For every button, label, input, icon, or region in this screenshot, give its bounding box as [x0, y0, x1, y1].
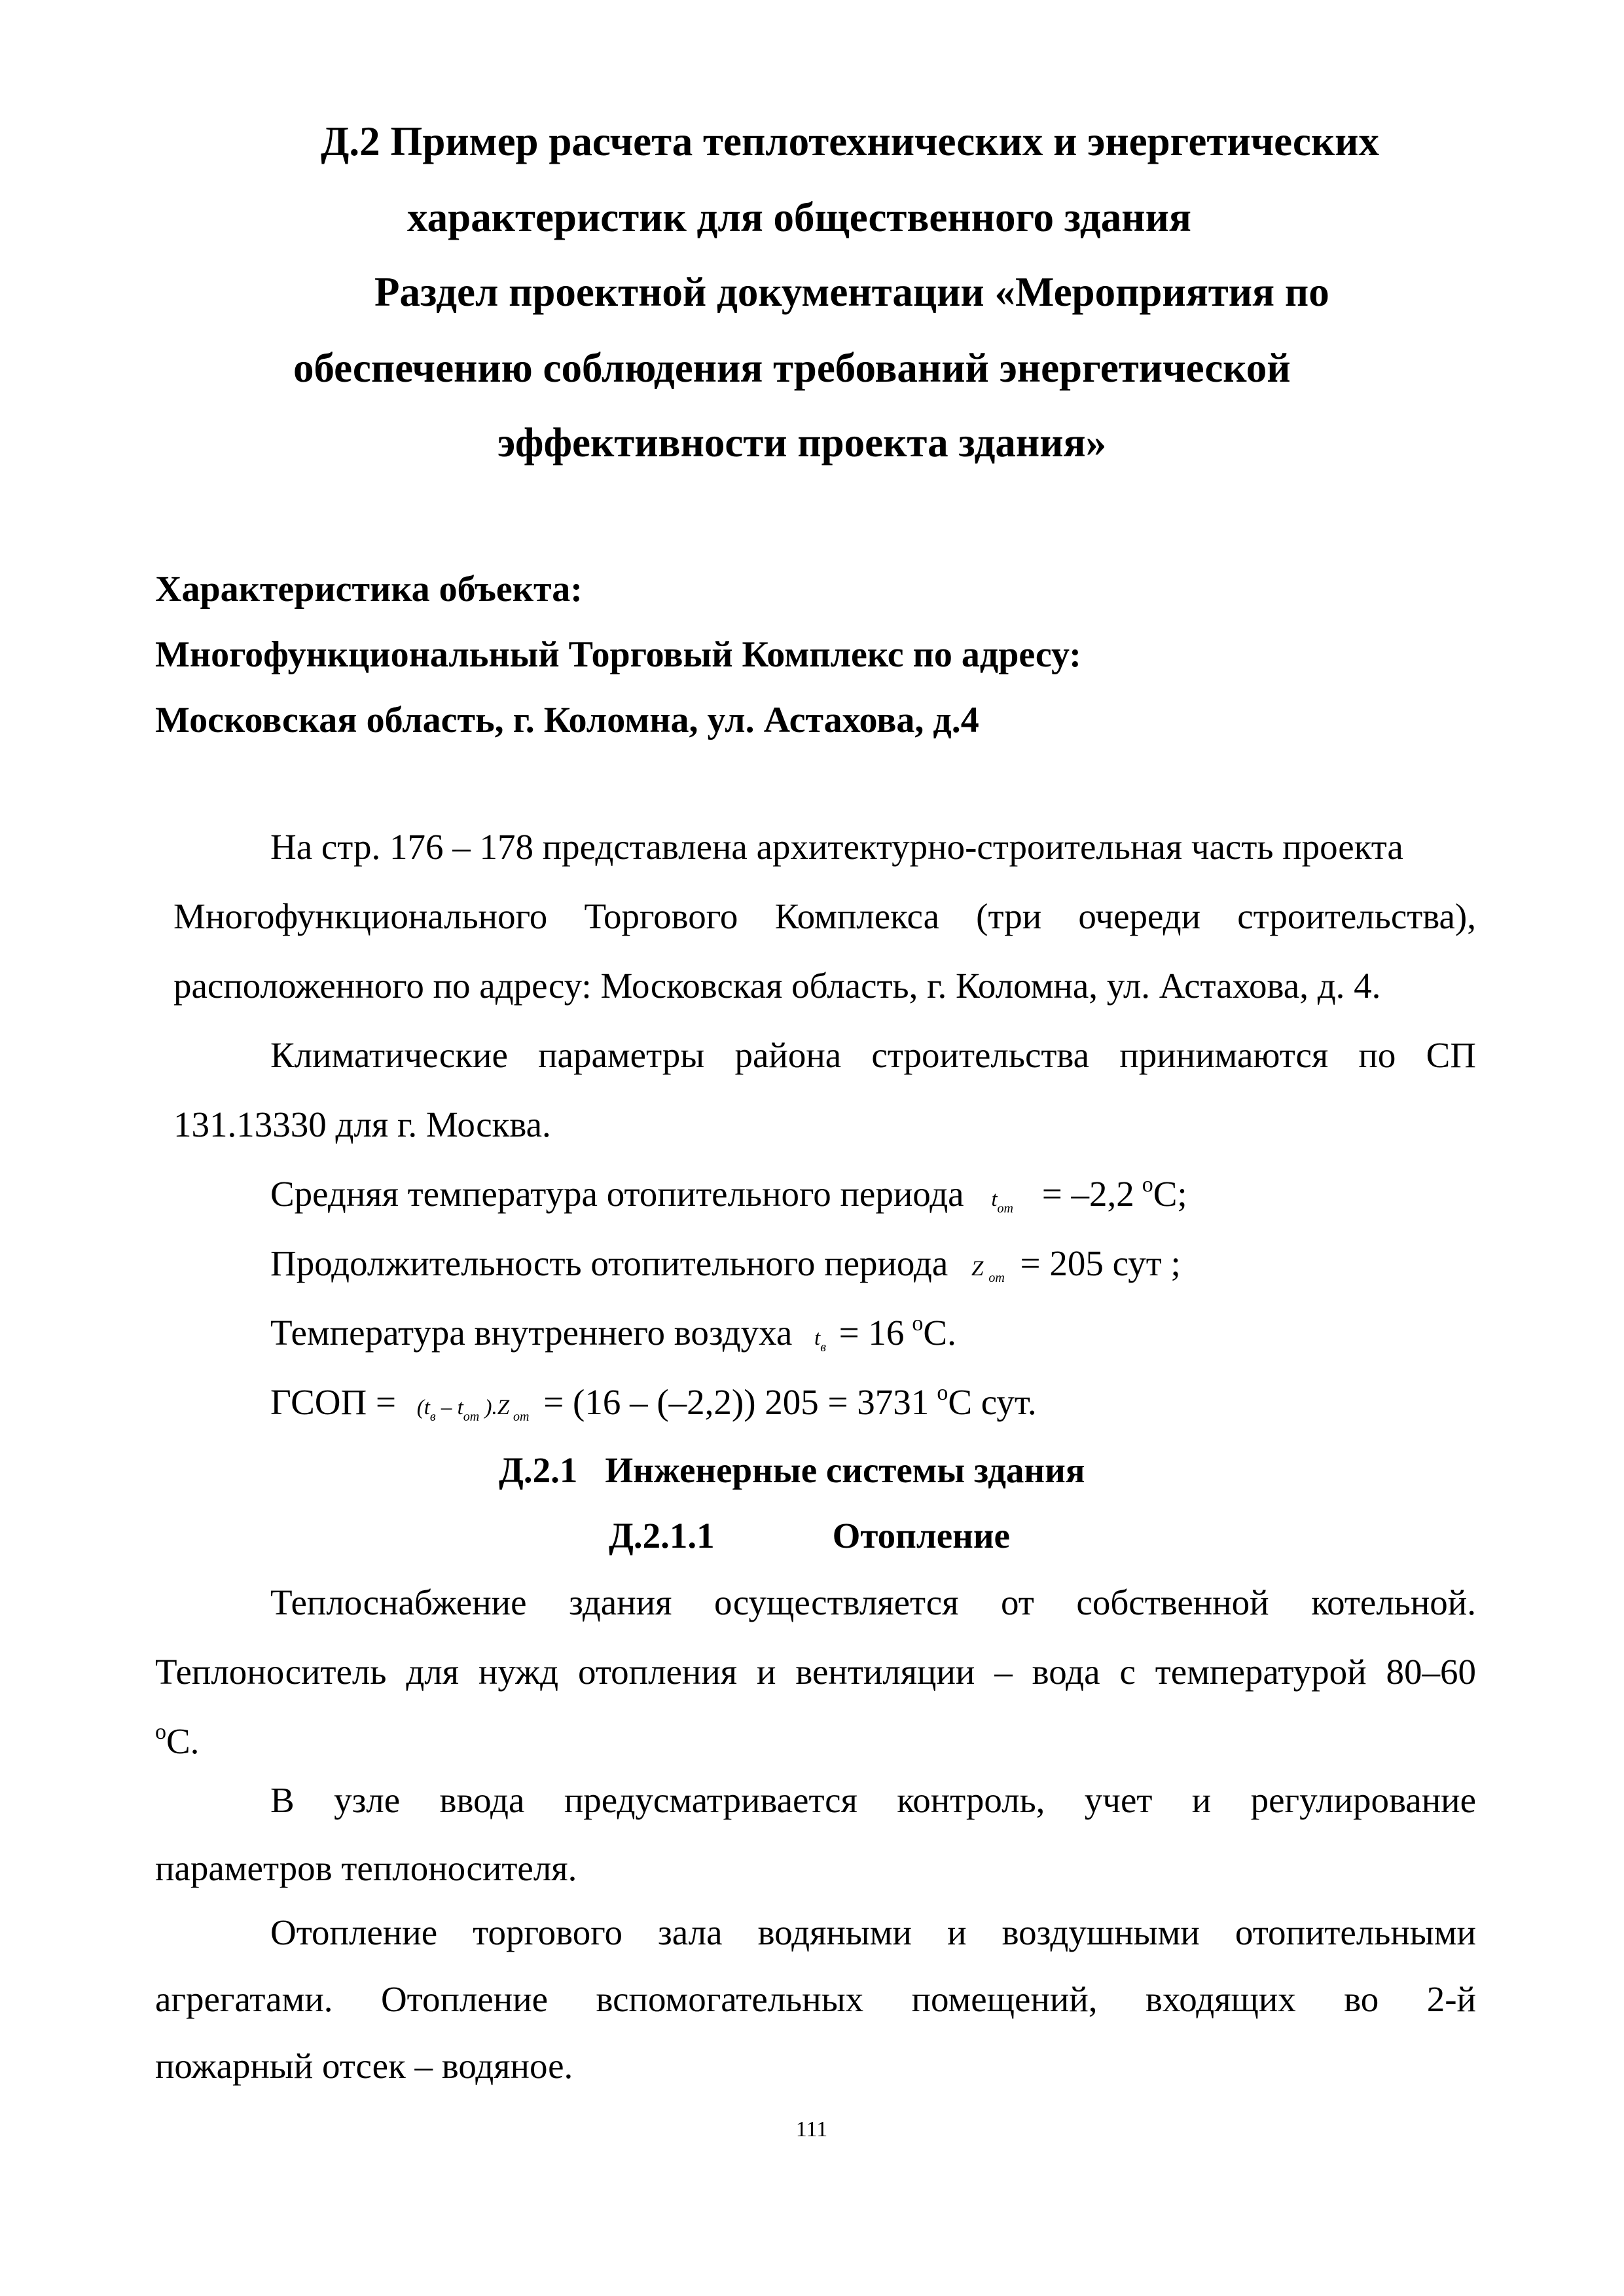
gsop-unit: С сут. — [948, 1382, 1037, 1422]
title-line-3: Раздел проектной документации «Мероприятия по — [374, 269, 1329, 315]
intro-line-3: расположенного по адресу: Московская область, г. Коломна, ул. Астахова, д. 4. — [173, 966, 1381, 1006]
param-inner-temperature-label: Температура внутреннего воздуха — [270, 1313, 793, 1353]
heating-p1-line-2: Теплоноситель для нужд отопления и вентиляции – вода с температурой 80–60 — [155, 1652, 1476, 1692]
param-heating-duration-label: Продолжительность отопительного периода — [270, 1243, 948, 1283]
param-mean-temperature-unit: С; — [1153, 1174, 1187, 1214]
section-title: Отопление — [832, 1516, 1010, 1556]
section-title: Инженерные системы здания — [605, 1450, 1085, 1490]
degree-sign: o — [155, 1720, 166, 1744]
gsop-expression: ($t_в - t_{от}$ ).Z $_{от}$ — [416, 1396, 530, 1424]
title-line-1: Д.2 Пример расчета теплотехнических и энергетических — [321, 118, 1379, 164]
symbol-t-v: $t_в$ — [814, 1326, 826, 1355]
param-heating-duration — [270, 1243, 1181, 1284]
degree-sign: o — [1142, 1173, 1153, 1197]
title-line-2: характеристик для общественного здания — [407, 194, 1191, 240]
gsop-value: = (16 – (–2,2)) 205 = 3731 — [543, 1382, 929, 1422]
object-address: Московская область, г. Коломна, ул. Астахова, д.4 — [155, 700, 979, 740]
section-number: Д.2.1 — [499, 1450, 578, 1490]
section-heading-1 — [499, 1449, 1085, 1491]
intro-line-2: Многофункционального Торгового Комплекса (три очереди строительства), — [173, 896, 1476, 936]
param-heating-duration-value: = 205 сут ; — [1020, 1243, 1181, 1283]
heating-p3-line-1: Отопление торгового зала водяными и воздушными отопительными — [270, 1912, 1476, 1952]
object-name: Многофункциональный Торговый Комплекс по адресу: — [155, 634, 1081, 675]
heating-p3-line-2: агрегатами. Отопление вспомогательных помещений, входящих во 2-й — [155, 1979, 1476, 2019]
section-heading-2 — [609, 1515, 1010, 1556]
param-inner-temperature — [270, 1312, 956, 1353]
gsop-formula — [270, 1381, 1037, 1423]
symbol-z-ot: Z $_{от}$ — [971, 1257, 1005, 1285]
intro-line-1: На стр. 176 – 178 представлена архитектурно-строительная часть проекта — [270, 827, 1403, 867]
degree-sign: o — [912, 1311, 924, 1336]
heating-p2-line-2: параметров теплоносителя. — [155, 1848, 577, 1888]
intro-line-4: Климатические параметры района строительства принимаются по СП — [270, 1035, 1476, 1075]
heating-p1-line-1: Теплоснабжение здания осуществляется от собственной котельной. — [270, 1582, 1476, 1622]
heating-p3-line-3: пожарный отсек – водяное. — [155, 2046, 573, 2086]
param-mean-temperature — [270, 1173, 1187, 1214]
param-inner-temperature-unit: С. — [923, 1313, 956, 1353]
heating-p1-line-3-text: С. — [166, 1721, 200, 1761]
intro-line-5: 131.13330 для г. Москва. — [173, 1104, 551, 1144]
heating-p2-line-1: В узле ввода предусматривается контроль, учет и регулирование — [270, 1780, 1476, 1820]
title-line-5: эффективности проекта здания» — [497, 420, 1107, 465]
section-number: Д.2.1.1 — [609, 1516, 715, 1556]
symbol-t-ot: $t_{от}$ — [991, 1188, 1013, 1216]
param-inner-temperature-value: = 16 — [839, 1313, 905, 1353]
param-mean-temperature-label: Средняя температура отопительного периода — [270, 1174, 964, 1214]
title-line-4: обеспечению соблюдения требований энергетической — [293, 345, 1291, 391]
degree-sign: o — [937, 1381, 948, 1405]
param-mean-temperature-value: = –2,2 — [1041, 1174, 1134, 1214]
heating-p1-line-3 — [155, 1721, 199, 1762]
object-label: Характеристика объекта: — [155, 569, 583, 610]
page-number: 111 — [795, 2117, 828, 2141]
gsop-label: ГСОП = — [270, 1382, 396, 1422]
